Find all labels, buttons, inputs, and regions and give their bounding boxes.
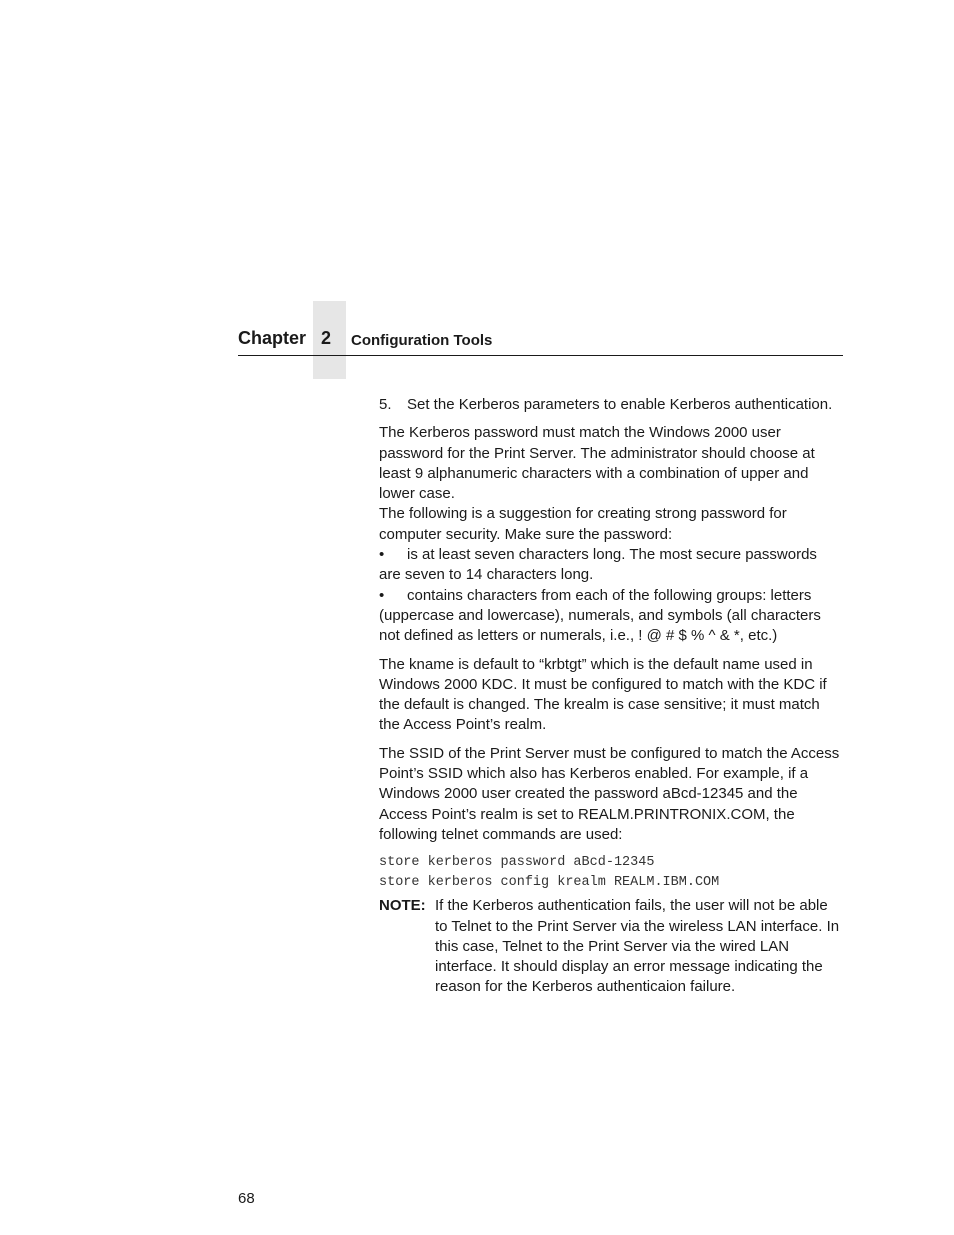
suggestion-paragraph: The following is a suggestion for creating strong password for computer security. Make sure the password: — [379, 505, 787, 543]
note-label: NOTE: — [379, 897, 426, 915]
bullet-icon: • — [379, 546, 385, 564]
step-text: Set the Kerberos parameters to enable Kerberos authentication. — [407, 396, 833, 413]
bullet-item — [379, 545, 841, 586]
password-paragraph: The Kerberos password must match the Windows 2000 user password for the Print Server. The administrator should choose at least 9 alphanumeric characters with a combination of upper and lower case. — [379, 424, 815, 503]
bullet-item — [379, 586, 841, 647]
bullet-icon: • — [379, 586, 385, 604]
chapter-number: 2 — [321, 328, 332, 348]
main-content — [379, 395, 841, 998]
ssid-paragraph: The SSID of the Print Server must be configured to match the Access Point’s SSID which also has Kerberos enabled. For example, if a Windows 2000 user created the password aBcd-12345 and the Access Point’s realm is set to REALM.PRINTRONIX.COM, the following telnet commands are used: — [379, 744, 840, 843]
code-block — [379, 853, 841, 893]
note — [379, 896, 841, 997]
chapter-title: Configuration Tools — [351, 332, 493, 349]
chapter-label: Chapter — [238, 328, 307, 348]
code-line: store kerberos password aBcd-12345 — [379, 855, 655, 871]
code-line: store kerberos config krealm REALM.IBM.COM — [379, 875, 720, 891]
step-number: 5. — [379, 396, 392, 413]
step-5 — [379, 395, 841, 415]
page-number: 68 — [238, 1190, 255, 1207]
bullet-text: is at least seven characters long. The most secure passwords are seven to 14 characters long. — [379, 546, 817, 584]
header-rule — [238, 355, 843, 356]
note-text: If the Kerberos authentication fails, the user will not be able to Telnet to the Print Server via the wireless LAN interface. In this case, Telnet to the Print Server via the wired LAN interface. It should display an error message indicating the reason for the Kerberos authenticaion failure. — [435, 897, 840, 996]
kname-paragraph: The kname is default to “krbtgt” which is the default name used in Windows 2000 KDC. It must be configured to match with the KDC if the default is changed. The krealm is case sensitive; it must match the Access Point’s realm. — [379, 655, 827, 734]
bullet-text: contains characters from each of the following groups: letters (uppercase and lowercase), numerals, and symbols (all characters not defined as letters or numerals, i.e., ! @ # $ % ^ & *, etc.) — [379, 586, 821, 645]
